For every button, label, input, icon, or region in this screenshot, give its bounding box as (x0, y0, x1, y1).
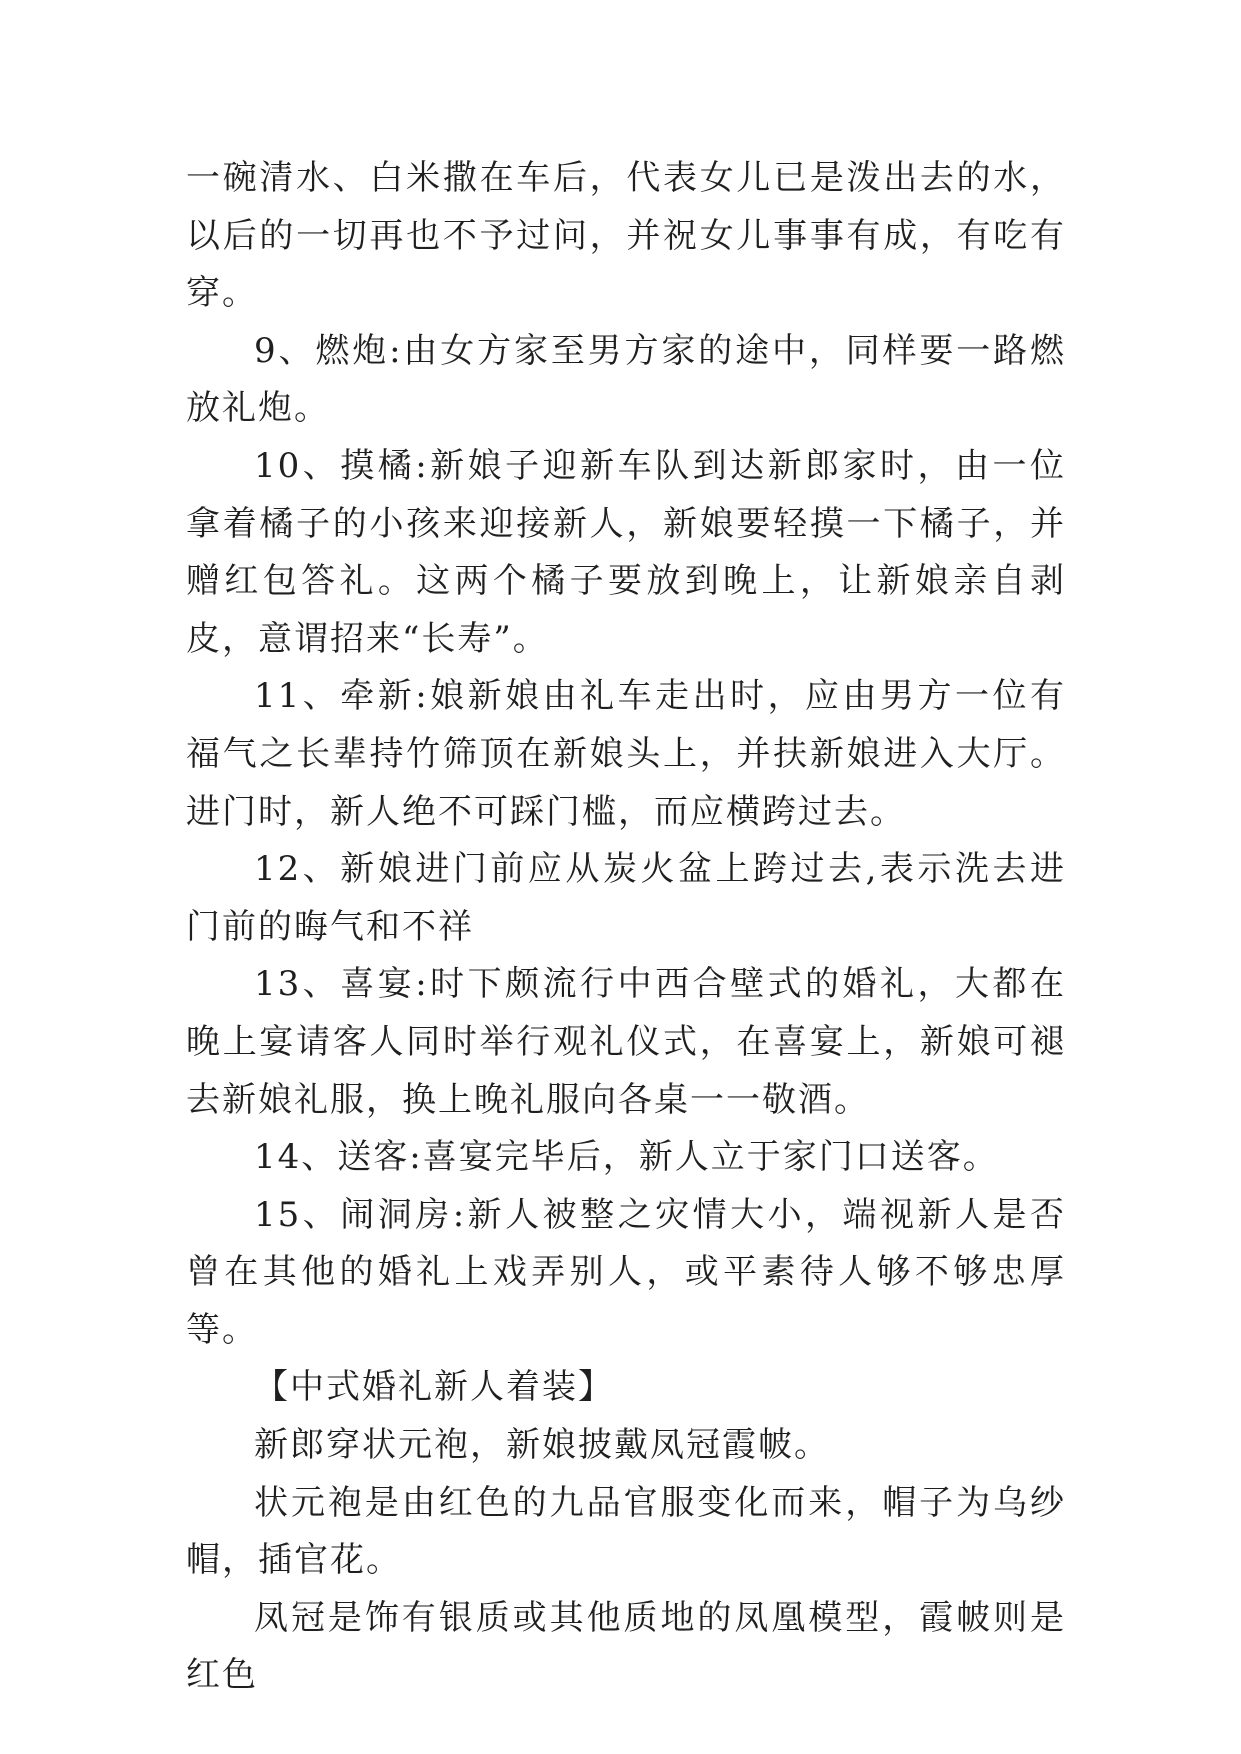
paragraph-bride-attire: 凤冠是饰有银质或其他质地的凤凰模型，霞帔则是红色 (186, 1597, 1066, 1696)
paragraph-attire-summary: 新郎穿状元袍，新娘披戴凤冠霞帔。 (254, 1425, 830, 1466)
document-body (186, 150, 1066, 1705)
paragraph-item-15: 15、闹洞房:新人被整之灾情大小，端视新人是否曾在其他的婚礼上戏弄别人，或平素待人够不够忠厚等。 (186, 1194, 1066, 1350)
paragraph-item-13: 13、喜宴:时下颇流行中西合壁式的婚礼，大都在晚上宴请客人同时举行观礼仪式，在喜宴上，新娘可褪去新娘礼服，换上晚礼服向各桌一一敬酒。 (186, 964, 1066, 1120)
section-heading: 【中式婚礼新人着装】 (254, 1367, 614, 1408)
paragraph-item-12: 12、新娘进门前应从炭火盆上跨过去,表示洗去进门前的晦气和不祥 (186, 849, 1066, 947)
paragraph-item-11: 11、牵新:娘新娘由礼车走出时，应由男方一位有福气之长辈持竹筛顶在新娘头上，并扶新娘进入大厅。进门时，新人绝不可踩门槛，而应横跨过去。 (186, 676, 1066, 832)
paragraph-groom-attire: 状元袍是由红色的九品官服变化而来，帽子为乌纱帽，插官花。 (186, 1482, 1066, 1581)
paragraph-item-10: 10、摸橘:新娘子迎新车队到达新郎家时，由一位拿着橘子的小孩来迎接新人，新娘要轻摸一下橘子，并赠红包答礼。这两个橘子要放到晚上，让新娘亲自剥皮，意谓招来“长寿”。 (186, 445, 1066, 659)
paragraph-continuation: 一碗清水、白米撒在车后，代表女儿已是泼出去的水，以后的一切再也不予过问，并祝女儿事事有成，有吃有穿。 (186, 158, 1066, 314)
paragraph-item-14: 14、送客:喜宴完毕后，新人立于家门口送客。 (254, 1137, 999, 1178)
paragraph-item-9: 9、燃炮:由女方家至男方家的途中，同样要一路燃放礼炮。 (186, 330, 1066, 429)
